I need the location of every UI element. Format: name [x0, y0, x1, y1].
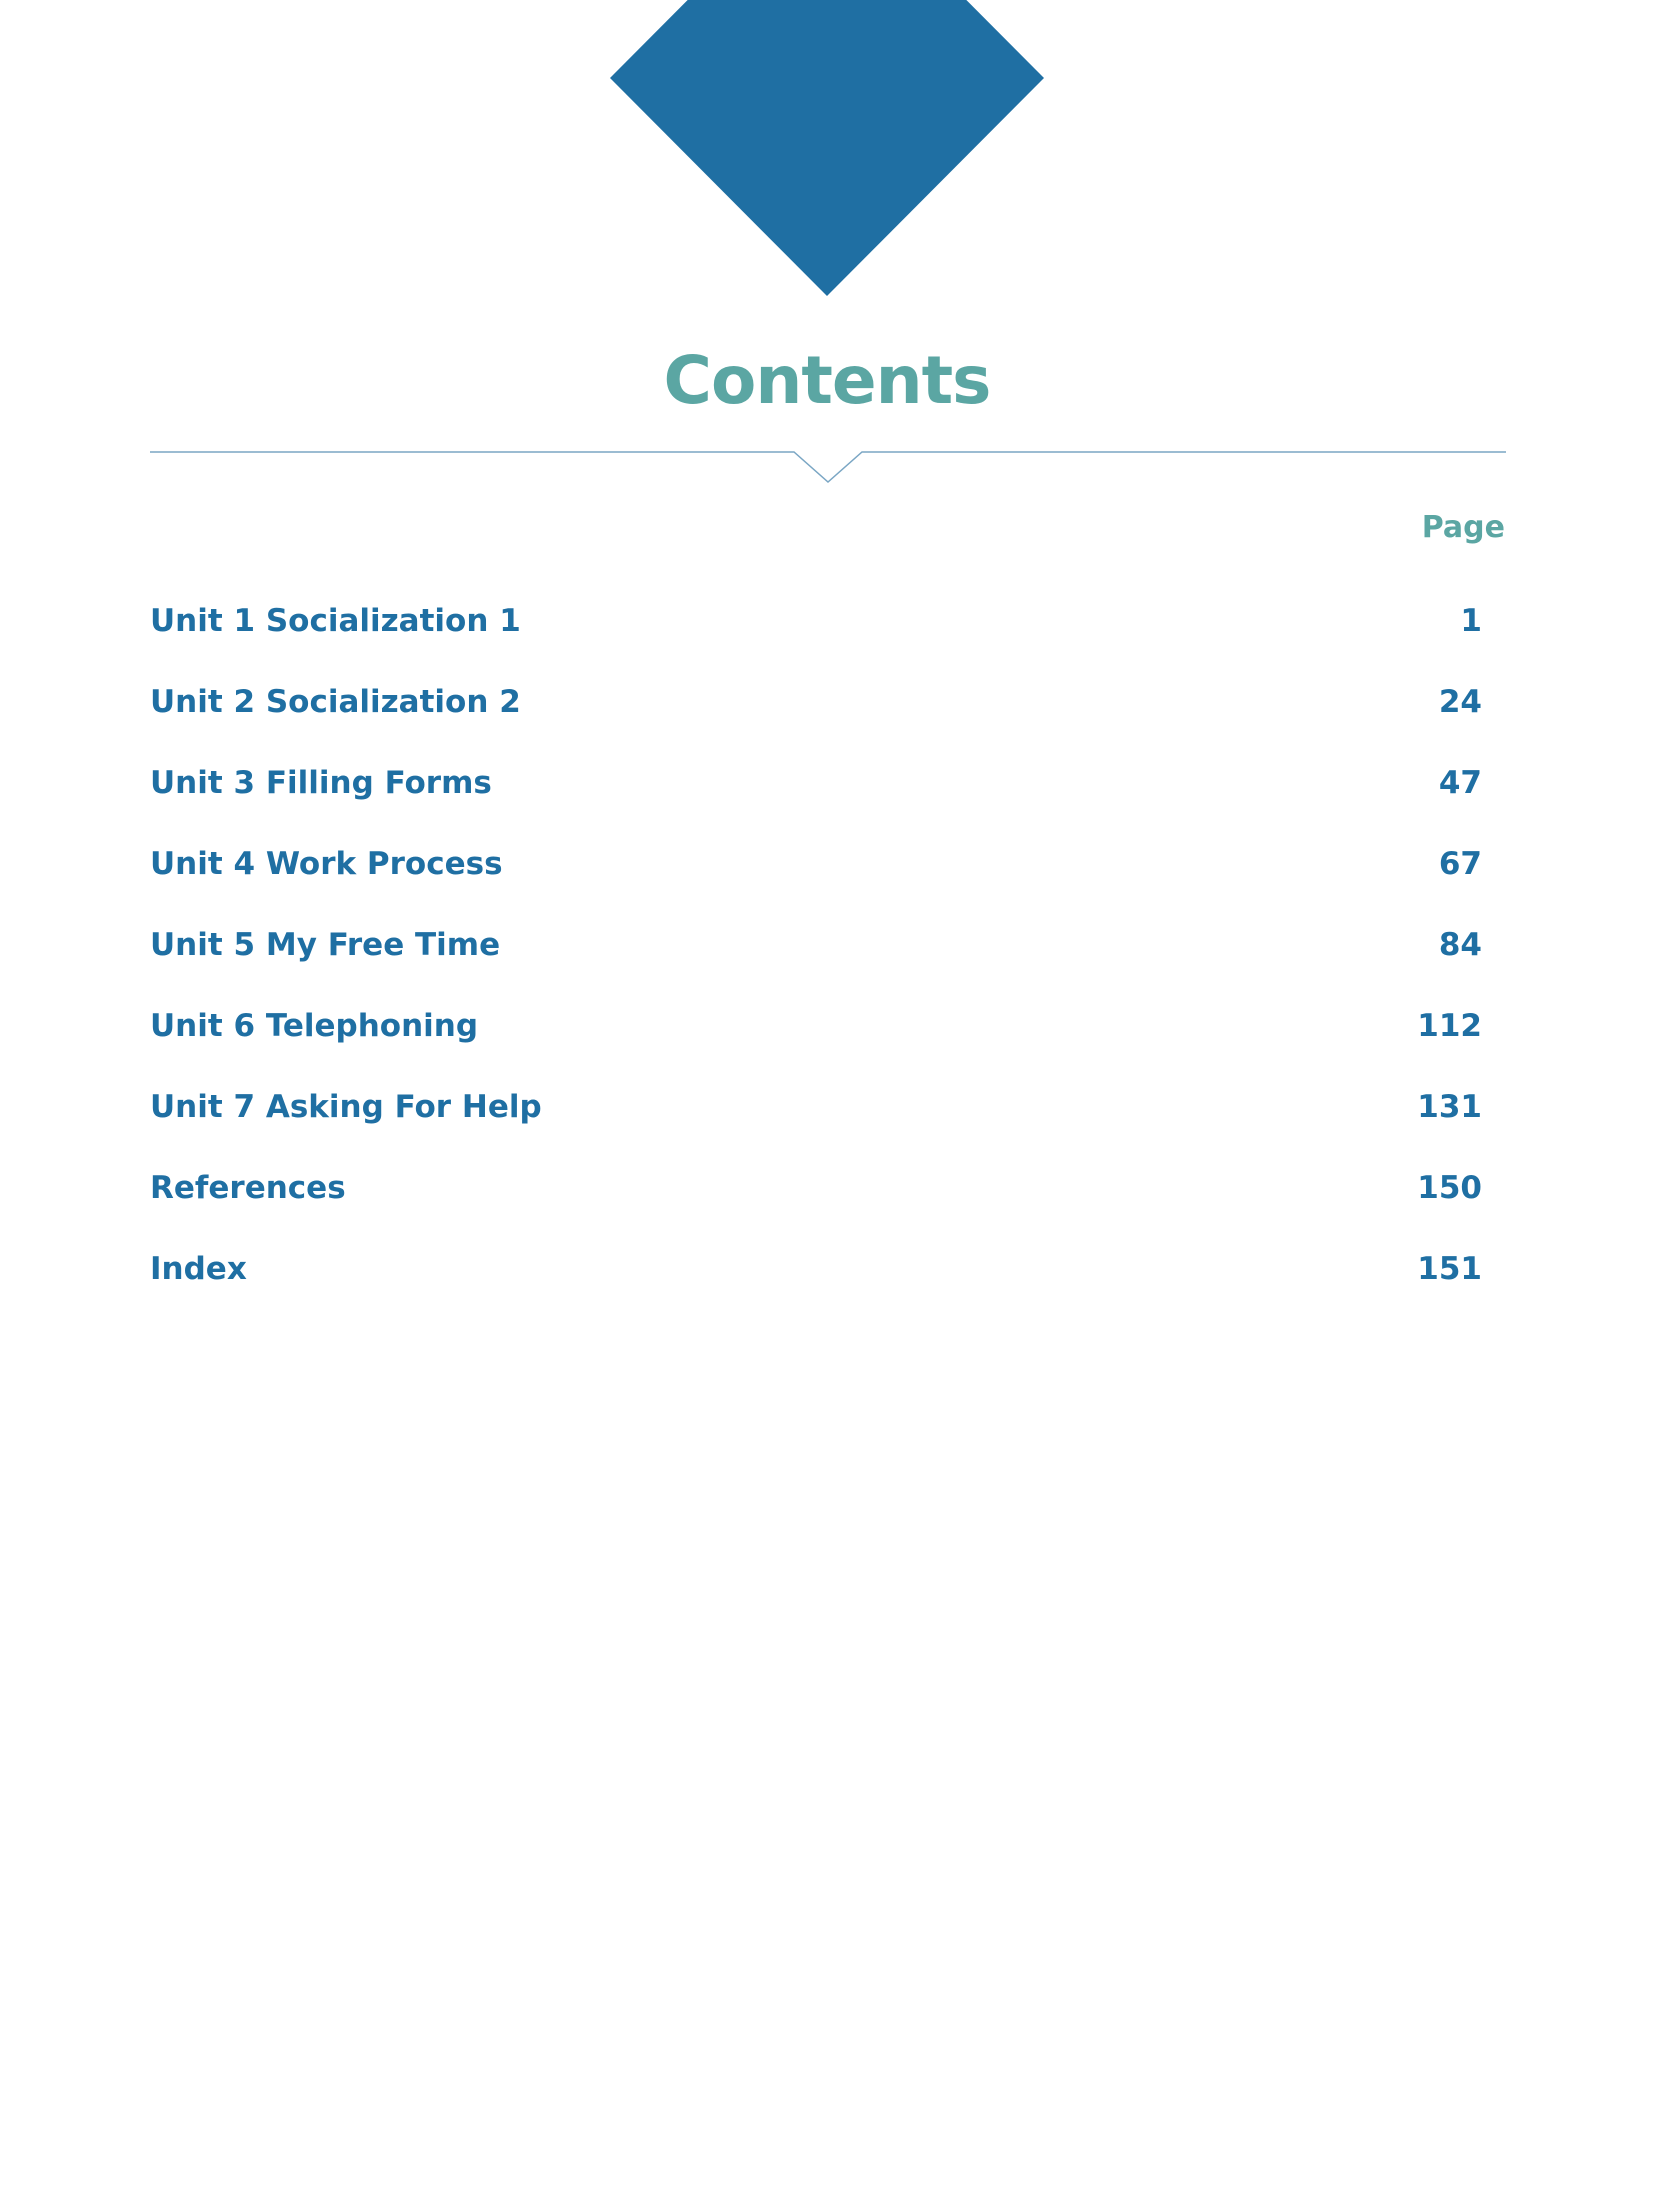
toc-entry-label[interactable]: Unit 5 My Free Time [150, 926, 501, 963]
page-title: Contents [663, 342, 991, 419]
table-of-contents [150, 580, 1482, 1309]
toc-entry-page[interactable]: 47 [1438, 764, 1482, 801]
toc-entry-label[interactable]: Unit 4 Work Process [150, 845, 503, 882]
toc-entry-label[interactable]: Unit 2 Socialization 2 [150, 683, 521, 720]
toc-entry-unit-4[interactable] [150, 823, 1482, 904]
toc-entry-label[interactable]: Unit 1 Socialization 1 [150, 602, 521, 639]
toc-entry-label[interactable]: Unit 7 Asking For Help [150, 1088, 542, 1125]
toc-entry-page[interactable]: 84 [1438, 926, 1482, 963]
toc-entry-unit-7[interactable] [150, 1066, 1482, 1147]
toc-entry-label[interactable]: Index [150, 1250, 247, 1287]
toc-entry-page[interactable]: 131 [1417, 1088, 1482, 1125]
toc-entry-page[interactable]: 151 [1417, 1250, 1482, 1287]
toc-entry-references[interactable] [150, 1147, 1482, 1228]
decorative-diamond [0, 0, 1654, 300]
title-divider [150, 444, 1506, 494]
toc-entry-label[interactable]: Unit 6 Telephoning [150, 1007, 479, 1044]
toc-entry-unit-6[interactable] [150, 985, 1482, 1066]
toc-entry-unit-3[interactable] [150, 742, 1482, 823]
page-column-header: Page [1421, 510, 1505, 545]
toc-entry-page[interactable]: 150 [1417, 1169, 1482, 1206]
toc-entry-page[interactable]: 112 [1417, 1007, 1482, 1044]
toc-entry-index[interactable] [150, 1228, 1482, 1309]
toc-entry-unit-2[interactable] [150, 661, 1482, 742]
toc-entry-page[interactable]: 24 [1438, 683, 1482, 720]
toc-entry-page[interactable]: 1 [1460, 602, 1482, 639]
toc-entry-page[interactable]: 67 [1438, 845, 1482, 882]
toc-entry-label[interactable]: References [150, 1169, 346, 1206]
toc-entry-label[interactable]: Unit 3 Filling Forms [150, 764, 492, 801]
toc-entry-unit-1[interactable] [150, 580, 1482, 661]
toc-entry-unit-5[interactable] [150, 904, 1482, 985]
